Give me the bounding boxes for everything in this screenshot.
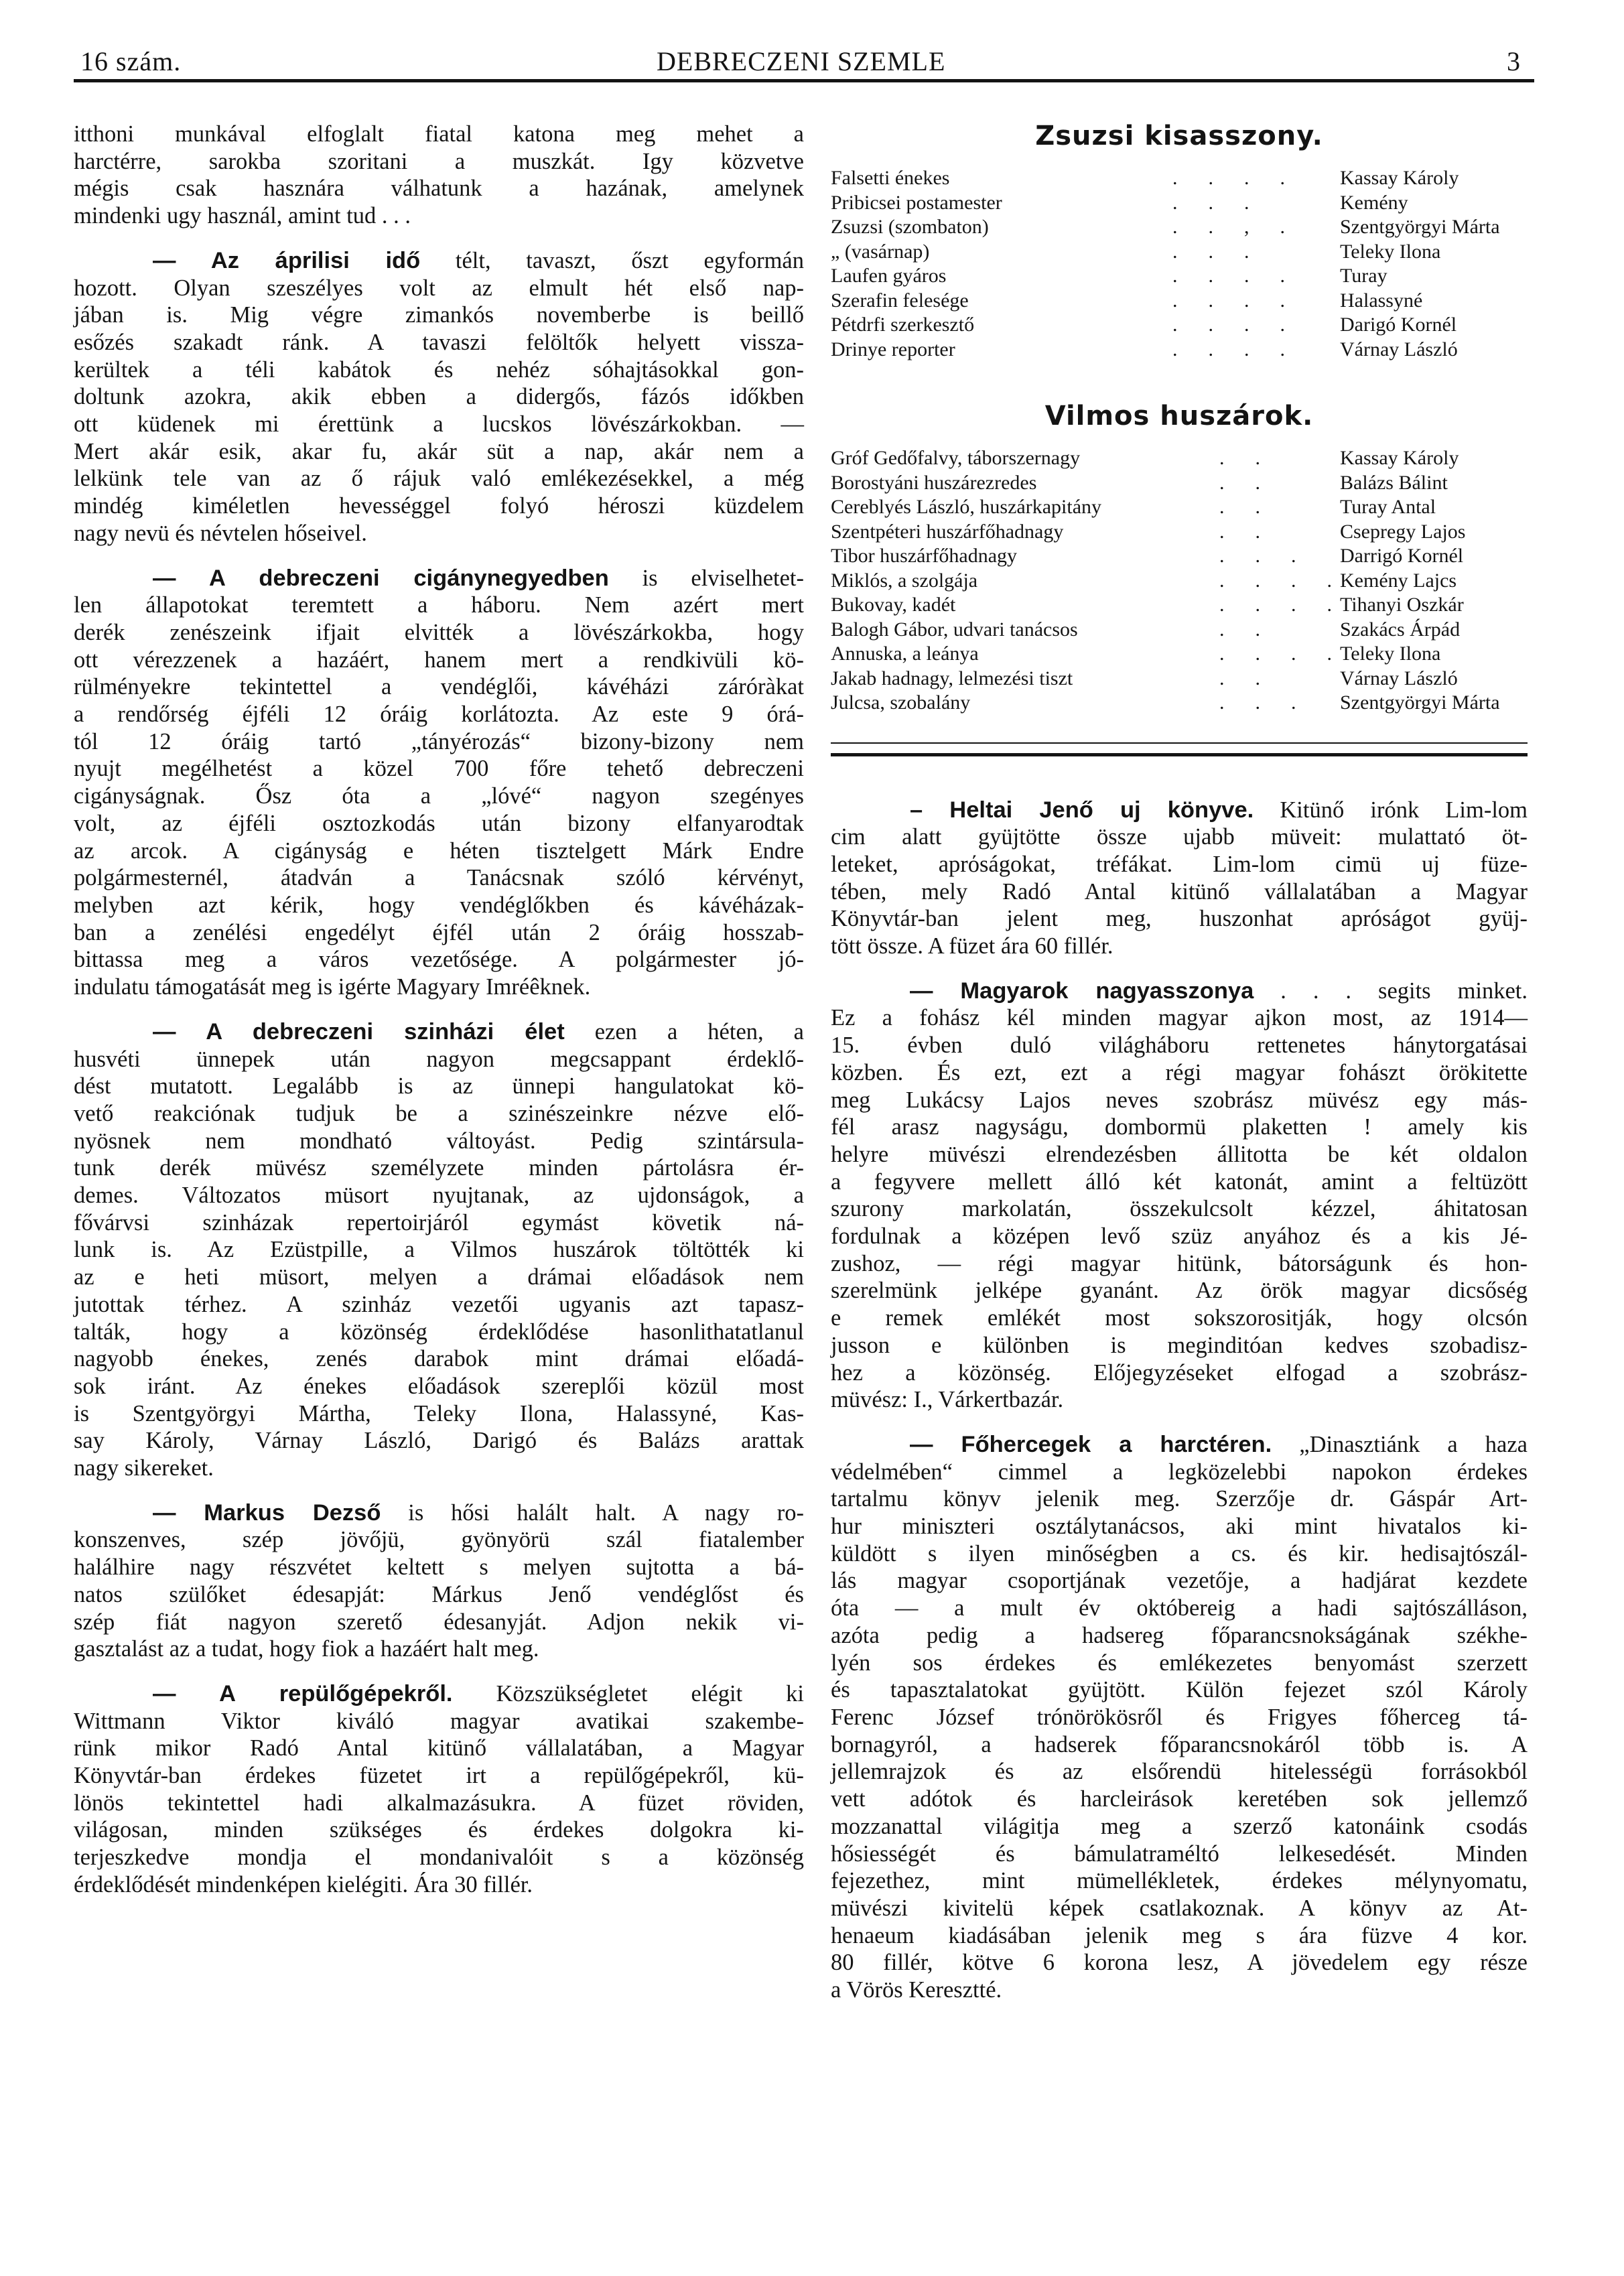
cast-row: Jakab hadnagy, lelmezési tiszt .. Várnay László: [831, 667, 1458, 689]
article-heltai-jeno: – Heltai Jenő uj könyve. Kitünő irónk Lim-lom cim alatt gyüjtötte össze ujabb müveit: mulattató öt- leteket, aprόságokat, tréfákat. Lim-lom cimü uj füze- tében, mely Radó Antal kitünő vállalatában a Magyar Könyvtár-ban jelent meg, huszonhat apróságot gyüj- tött össze. A füzet ára 60 fillér.: [831, 797, 1528, 959]
cast-row: Miklós, a szolgája .... Kemény Lajcs: [831, 569, 1457, 592]
article-lead: — A debreczeni cigánynegyedben: [153, 565, 609, 591]
left-column: [74, 121, 804, 1916]
article-lead: — Az áprilisi idő: [153, 247, 421, 273]
article-foherczegek: — Főhercegek a harctéren. „Dinasztiánk a haza védelmében“ cimmel a legközelebbi napokon érdekes tartalmu könyv jelenik meg. Szerzője dr. Gáspár Art- hur miniszteri osztálytanácsos, aki mint hivatalos ki- küldött s ilyen minőségben a cs. és kir. hedisajtószál- lás magyar csoportjának vezetője, a hadjárat kezdete óta — a mult év októbereig a hadi sajtószálláson, azóta pedig a hadsereg főparancsnokságának székhe- lyén sos érdekes és emlékezetes benyomást szerzett és tapasztalatokat gyüjtött. Külön fejezet szól Károly Ferenc József trónörökösről és Frigyes főherceg tá- bornagyról, a hadserek főparancsnokáról több is. A jellemrajzok és az elsőrendü hitelességü forrásokból vett adótok és harcleirások keretében sok jellemző mozzanattal világitja meg a szerző katonáink csodás hősiességét és bámulatraméltó lelkesedését. Minden fejezethez, mint mümellékletek, érdekes mélynyomatu, müvészi kivitelü képek csatlakoznak. A könyv az At- henaeum kiadásában jelenik meg s ára füzve 4 kor. 80 fillér, kötve 6 korona lesz, A jövedelem egy része a Vörös Keresztté.: [831, 1431, 1528, 2003]
cast-row: Gróf Gedőfalvy, táborszernagy .. Kassay Károly: [831, 447, 1459, 469]
masthead-title: DEBRECZENI SZEMLE: [657, 46, 946, 76]
cast-row: Tibor huszárfőhadnagy ... Darrigó Kornél: [831, 545, 1464, 567]
article-aprilisi-ido: — Az áprilisi idő télt, tavaszt, őszt egyformán hozott. Olyan szeszélyes volt az elmult hét első nap- jában is. Mig végre zimankós novemberbe is beillő esőzés szakadt ránk. A tavaszi felöltők helyett vissza- kerültek a téli kabátok és nehéz sóhajtásokkal gon- doltunk azokra, akik ebben a didergős, fázós időkben ott küdenek mi érettünk a lucskos lövészárkokban. — Mert akár esik, akar fu, akár süt a nap, akár nem a lelkünk tele van az ő rájuk való emlékezésekkel, a még mindég kiméletlen hevességgel folyó héroszi küzdelem nagy nevü és névtelen hőseivel.: [74, 247, 804, 546]
cast-row: Pribicsei postamester ... Kemény: [831, 191, 1408, 214]
cast-title-zsuzsi: Zsuzsi kisasszony.: [1035, 121, 1323, 151]
cast-list-vilmos: [831, 446, 1528, 716]
article-lead: — Magyarok nagyasszonya: [910, 978, 1254, 1004]
cast-row: Cereblyés László, huszárkapitány .. Turay Antal: [831, 496, 1436, 518]
page-number: 3: [1507, 46, 1521, 76]
article-repulogepekrol: — A repülőgépekről. Közszükségletet elégit ki Wittmann Viktor kiváló magyar avatikai szakembe- rünk mikor Radó Antal kitünő vállalatában, a Magyar Könyvtár-ban érdekes füzetet irt a repülőgépekről, kü- lönös tekintettel hadi alkalmazásukra. A füzet röviden, világosan, minden szükséges és érdekes dolgokra ki- terjeszkedve mondja el mondanivalóit s a közönség érdeklődését mindenképen kielégiti. Ára 30 fillér.: [74, 1680, 804, 1897]
section-divider-thin: [831, 742, 1528, 744]
article-lead: – Heltai Jenő uj könyve.: [910, 797, 1254, 823]
cast-row: Szerafin felesége .... Halassyné: [831, 289, 1423, 312]
article-lead: — A debreczeni szinházi élet: [153, 1018, 565, 1045]
cast-row: „ (vasárnap) ... Teleky Ilona: [831, 240, 1441, 263]
cast-row: Annuska, a leánya .... Teleky Ilona: [831, 643, 1441, 665]
cast-row: Drinye reporter .... Várnay László: [831, 338, 1458, 360]
cast-row: Balogh Gábor, udvari tanácsos .. Szakács Árpád: [831, 618, 1461, 641]
cast-row: Julcsa, szobalány ... Szentgyörgyi Márta: [831, 691, 1500, 714]
cast-row: Falsetti énekes .... Kassay Károly: [831, 167, 1459, 189]
article-magyarok-nagyasszonya: — Magyarok nagyasszonya . . . segits minket. Ez a fohász kél minden magyar ajkon most, az 1914— 15. évben duló világháboru rettenetes hánytorgatásai közben. És ezt, ezt a régi magyar fohászt örökitette meg Lukácsy Lajos neves szobrász müvész egy más- fél arasz nagyságu, dombormü plaketten ! amely kis helyre müvészi elrendezésben állitotta be két oldalon a fegyvere mellett álló két katonát, amint a feltüzött szurony markolatán, összekulcsolt kézzel, áhitatosan fordulnak a középen levő szüz anyához és a kis Jé- zushoz, — régi magyar hitünk, bátorságunk és hon- szerelmünk jelképe gyanánt. Az örök magyar dicsőség e remek emlékét most sokszorositják, hogy olcsón jusson e különben is meginditóan kedves szobadisz- hez a közönség. Előjegyzéseket elfogad a szobrász- müvész: I., Várkertbazár.: [831, 978, 1528, 1413]
cast-row: Pétdrfi szerkesztő .... Darigó Kornél: [831, 314, 1457, 336]
page-header: [74, 40, 1534, 80]
cast-row: Szentpéteri huszárfőhadnagy .. Csepregy Lajos: [831, 520, 1466, 543]
cast-row: Laufen gyáros .... Turay: [831, 265, 1388, 287]
article-szinhazi-elet: — A debreczeni szinházi élet ezen a héten, a husvéti ünnepek után nagyon megcsappant érdeklő- dést mutatott. Legalább is az ünnepi hangulatokat kö- vető reakciónak tudjuk be a szinészeinkre nézve elő- nyösnek nem mondható váltoyást. Pedig szintársula- tunk derék müvész személyzete minden pártolásra ér- demes. Változatos müsort nyujtanak, az ujdonságok, a fővárvsi szinházak repertoirjáról egymást követik ná- lunk is. Az Ezüstpille, a Vilmos huszárok töltötték ki az e heti müsort, melyen a drámai előadások nem jutottak térhez. A szinház vezetői ugyanis azt tapasz- talták, hogy a közönség érdeklődése hasonlithatatlanul nagyobb énekes, zenés darabok mint drámai előadá- sok iránt. Az énekes előadások szereplői közül most is Szentgyörgyi Mártha, Teleky Ilona, Halassyné, Kas- say Károly, Várnay László, Darigó és Balázs arattak nagy sikereket.: [74, 1018, 804, 1481]
article-lead: — Markus Dezső: [153, 1499, 381, 1526]
section-divider-thick: [831, 753, 1528, 756]
cast-list-zsuzsi: [831, 166, 1528, 362]
issue-number: 16 szám.: [80, 46, 182, 76]
article-continuation: itthoni munkával elfoglalt fiatal katona meg mehet a harctérre, sarokba szoritani a muszkát. Igy közvetve mégis csak hasznára válhatunk a hazának, amelynek mindenki ugy használ, amint tud . . .: [74, 121, 804, 229]
cast-row: Zsuzsi (szombaton) ..,. Szentgyörgyi Márta: [831, 216, 1500, 238]
cast-title-vilmos: Vilmos huszárok.: [1044, 401, 1314, 431]
article-lead: — Főhercegek a harctéren.: [910, 1431, 1272, 1457]
article-lead: — A repülőgépekről.: [153, 1680, 453, 1706]
article-markus-dezso: — Markus Dezső is hősi halált halt. A nagy ro- konszenves, szép jövőjü, gyönyörü szál fiatalember halálhire nagy részvétet keltett s melyen sujtotta a bá- natos szülőket édesapját: Márkus Jenő vendéglőst és szép fiát nagyon szerető édesanyját. Adjon nekik vi- gasztalást az a tudat, hogy fiok a hazáért halt meg.: [74, 1499, 804, 1662]
header-rule: [74, 79, 1534, 82]
right-column: [831, 121, 1528, 2021]
cast-row: Bukovay, kadét .... Tihanyi Oszkár: [831, 594, 1464, 616]
article-ciganynegyed: — A debreczeni cigánynegyedben is elviselhetet- len állapotokat teremtett a háboru. Nem azért mert derék zenészeink ifjait elvitték a lövészárkokba, hogy ott vérezzenek a hazáért, hanem mert a rendkivüli kö- rülményekre tekintettel a vendéglői, kávéházi záróràkat a rendőrség éjféli 12 óráig korlátozta. Az este 9 órá- tól 12 óráig tartó „tányérozás“ bizony-bizony nem nyujt megélhetést a közel 700 főre tehető debreczeni cigányságnak. Ősz óta a „lóvé“ nagyon szegényes volt, az éjféli osztozkodás után bizony elfanyarodtak az arcok. A cigányság e héten tisztelgett Márk Endre polgármesternél, átadván a Tanácsnak szóló kérvényt, melyben azt kérik, hogy vendéglőkben és kávéházak- ban a zenélési engedélyt éjfél után 2 óráig hosszab- bittassa meg a város vezetősége. A polgármester jó- indulatu támogatását meg is igérte Magyary Imréêknek.: [74, 565, 804, 1000]
cast-row: Borostyáni huszárezredes .. Balázs Bálint: [831, 471, 1448, 494]
